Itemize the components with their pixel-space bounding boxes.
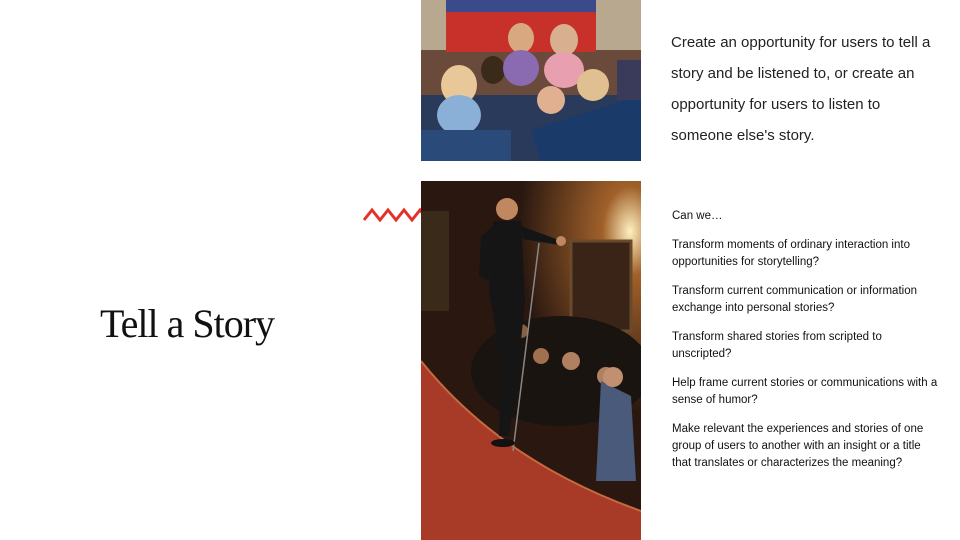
prompt-item: Make relevant the experiences and stories of one group of users to another with an insight or a title that translates or characterizes the meaning? <box>672 423 924 469</box>
prompt-lead: Can we… <box>672 210 723 222</box>
children-listening-photo <box>421 0 641 161</box>
prompt-item: Transform moments of ordinary interaction into opportunities for storytelling? <box>672 239 910 268</box>
slide-title: Tell a Story <box>100 301 275 346</box>
prompt-item: Transform shared stories from scripted to unscripted? <box>672 331 882 360</box>
prompt-item: Help frame current stories or communications with a sense of humor? <box>672 377 938 406</box>
storyteller-on-stage-photo <box>421 181 641 540</box>
prompt-item: Transform current communication or information exchange into personal stories? <box>672 285 917 314</box>
intro-text: Create an opportunity for users to tell a story and be listened to, or create an opportunity for users to listen to someone else's story. <box>671 34 931 144</box>
prompt-list <box>672 208 942 484</box>
